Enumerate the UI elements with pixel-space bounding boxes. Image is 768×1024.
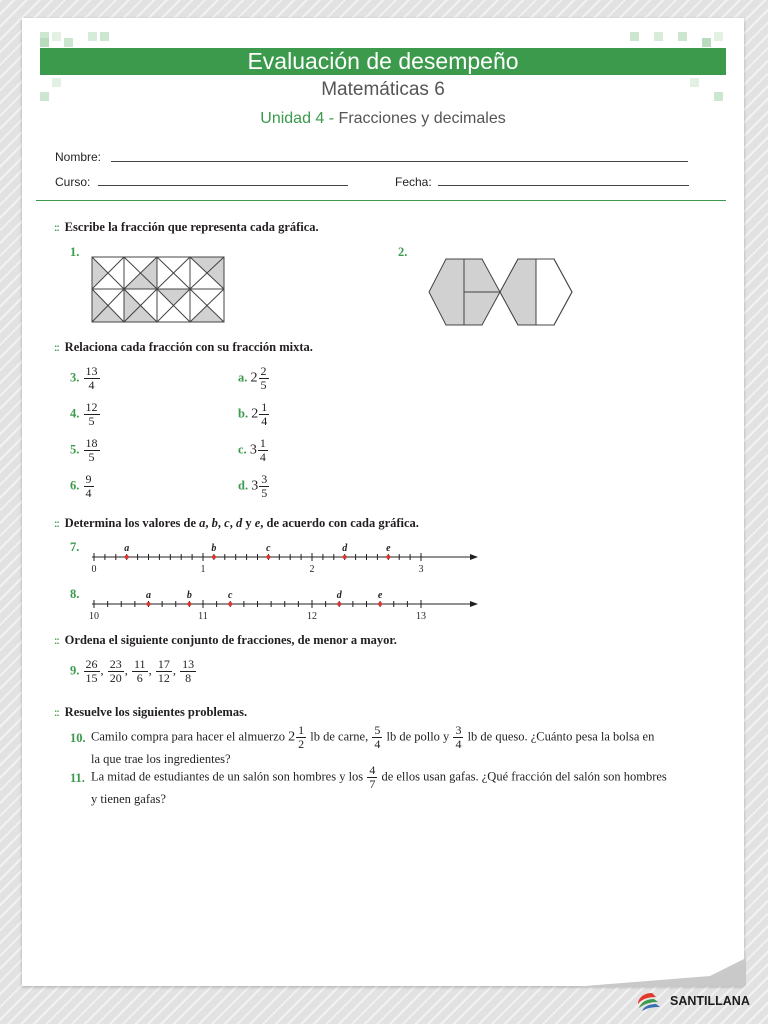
var-a: a bbox=[199, 516, 206, 530]
unit-label: Unidad 4 - bbox=[260, 110, 335, 127]
bullet-icon: :: bbox=[54, 708, 59, 719]
fraction: $\frac{3}{4}$ bbox=[455, 723, 462, 751]
point-e bbox=[378, 602, 382, 606]
question-10-text: Camilo compra para hacer el almuerzo 2 $\frac{1}{2}$ lb de carne, $\frac{5}{4}$ lb de pollo y $\frac{3}{4}$ lb de queso. ¿Cuánto pesa la bolsa en la que trae los ingredientes? bbox=[91, 723, 655, 766]
tick-label: 13 bbox=[416, 611, 426, 621]
decor-square bbox=[40, 38, 49, 47]
match-item bbox=[70, 437, 101, 464]
question-2-number: 2. bbox=[398, 245, 408, 259]
option-letter: d. bbox=[238, 478, 249, 493]
bullet-icon: :: bbox=[54, 519, 59, 530]
point-label: b bbox=[211, 543, 217, 554]
point-label: e bbox=[386, 543, 391, 554]
section-4-instruction bbox=[54, 632, 397, 650]
fraction: $\frac{11}{6}$ bbox=[134, 657, 146, 685]
var-e: e bbox=[254, 516, 261, 530]
point-e bbox=[386, 555, 390, 559]
question-8-number: 8. bbox=[70, 587, 80, 601]
date-label: Fecha: bbox=[395, 175, 432, 189]
point-label: a bbox=[124, 543, 130, 554]
decor-square bbox=[100, 32, 109, 41]
question-9: 9. $\frac{26}{15}$ , $\frac{23}{20}$ , $\frac{11}{6}$ , $\frac{17}{12}$ , $\frac{13}{8}$ bbox=[70, 657, 195, 685]
match-number: 5. bbox=[70, 442, 80, 457]
fraction: $\frac{23}{20}$ bbox=[109, 657, 122, 685]
fraction: $\frac{3}{5}$ bbox=[261, 472, 268, 500]
question-1-number: 1. bbox=[70, 245, 80, 259]
brand-name: SANTILLANA bbox=[670, 994, 750, 1008]
date-field[interactable] bbox=[438, 185, 689, 186]
page-title: Evaluación de desempeño bbox=[247, 48, 519, 74]
question-11-text: La mitad de estudiantes de un salón son hombres y los $\frac{4}{7}$ de ellos usan gafas. ¿Qué fracción del salón son hombres y tienen gafas? bbox=[91, 763, 667, 806]
point-label: a bbox=[146, 590, 151, 601]
whole-part: 3 bbox=[251, 478, 259, 494]
section-4-text: Ordena el siguiente conjunto de fracciones, de menor a mayor. bbox=[64, 633, 397, 647]
tick-label: 1 bbox=[200, 564, 206, 574]
fraction: $\frac{1}{4}$ bbox=[259, 436, 266, 464]
number-line-8 bbox=[82, 581, 482, 621]
match-item bbox=[70, 473, 95, 500]
match-option bbox=[238, 473, 270, 500]
match-item bbox=[70, 401, 101, 428]
section-5-text: Resuelve los siguientes problemas. bbox=[64, 705, 248, 719]
point-c bbox=[228, 602, 232, 606]
whole-part: 3 bbox=[249, 442, 257, 458]
whole-part: 2 bbox=[251, 406, 259, 422]
point-c bbox=[266, 555, 270, 559]
number-line-7 bbox=[82, 534, 482, 574]
point-a bbox=[125, 555, 129, 559]
point-label: e bbox=[377, 590, 383, 601]
fraction: $\frac{5}{4}$ bbox=[374, 723, 381, 751]
section-2-instruction bbox=[54, 339, 313, 357]
fraction: $\frac{26}{15}$ bbox=[85, 657, 98, 685]
tick-label: 2 bbox=[309, 564, 315, 574]
match-option bbox=[238, 401, 270, 428]
option-letter: a. bbox=[238, 370, 248, 385]
decor-square bbox=[678, 32, 687, 41]
tick-label: 0 bbox=[91, 564, 97, 574]
decor-square bbox=[88, 32, 97, 41]
name-field[interactable] bbox=[111, 161, 688, 162]
arrow-icon bbox=[470, 601, 478, 607]
fraction: $\frac{1}{4}$ bbox=[261, 400, 268, 428]
match-option bbox=[238, 365, 270, 392]
unit-title bbox=[22, 109, 744, 129]
bullet-icon: :: bbox=[54, 636, 59, 647]
fraction: $\frac{12}{5}$ bbox=[85, 400, 98, 428]
rectangle-fraction-figure bbox=[91, 256, 225, 324]
header-divider bbox=[36, 200, 726, 201]
whole-part: 2 bbox=[250, 370, 258, 386]
fraction: $\frac{13}{8}$ bbox=[182, 657, 195, 685]
bullet-icon: :: bbox=[54, 223, 59, 234]
point-a bbox=[147, 602, 151, 606]
hexagon-fraction-figure bbox=[428, 258, 576, 328]
bullet-icon: :: bbox=[54, 343, 59, 354]
fraction: $\frac{18}{5}$ bbox=[85, 436, 98, 464]
point-b bbox=[187, 602, 191, 606]
tick-label: 11 bbox=[198, 611, 208, 621]
point-d bbox=[337, 602, 341, 606]
var-b: b bbox=[211, 516, 218, 530]
section-1-text: Escribe la fracción que representa cada gráfica. bbox=[64, 220, 319, 234]
point-label: c bbox=[266, 543, 271, 554]
decor-square bbox=[64, 38, 73, 47]
fraction: $\frac{1}{2}$ bbox=[298, 723, 305, 751]
decor-square bbox=[702, 38, 711, 47]
point-b bbox=[212, 555, 216, 559]
tick-label: 12 bbox=[307, 611, 317, 621]
section-5-instruction bbox=[54, 704, 247, 722]
point-d bbox=[343, 555, 347, 559]
worksheet-page bbox=[22, 18, 744, 986]
point-label: c bbox=[228, 590, 233, 601]
tick-label: 3 bbox=[418, 564, 424, 574]
match-number: 4. bbox=[70, 406, 80, 421]
question-9-number: 9. bbox=[70, 663, 80, 678]
question-11-number: 11. bbox=[70, 771, 85, 785]
var-c: c bbox=[224, 516, 230, 530]
arrow-icon bbox=[470, 554, 478, 560]
point-label: d bbox=[342, 543, 348, 554]
page-curl bbox=[560, 958, 746, 988]
name-label: Nombre: bbox=[55, 150, 102, 164]
subject-title: Matemáticas 6 bbox=[321, 79, 445, 100]
match-item bbox=[70, 365, 101, 392]
fraction: $\frac{4}{7}$ bbox=[369, 763, 376, 791]
unit-name: Fracciones y decimales bbox=[338, 110, 506, 127]
section-2-text: Relaciona cada fracción con su fracción mixta. bbox=[64, 340, 313, 354]
question-10-number: 10. bbox=[70, 731, 86, 745]
decor-square bbox=[654, 32, 663, 41]
match-number: 3. bbox=[70, 370, 80, 385]
var-d: d bbox=[235, 516, 243, 530]
section-3-text: Determina los valores de bbox=[64, 516, 197, 530]
option-letter: c. bbox=[238, 442, 247, 457]
match-number: 6. bbox=[70, 478, 80, 493]
course-label: Curso: bbox=[55, 175, 91, 189]
decor-square bbox=[52, 32, 61, 41]
fraction: $\frac{17}{12}$ bbox=[157, 657, 170, 685]
fraction: $\frac{2}{5}$ bbox=[260, 364, 267, 392]
section-1-instruction bbox=[54, 219, 319, 237]
course-field[interactable] bbox=[98, 185, 348, 186]
fraction: $\frac{13}{4}$ bbox=[85, 364, 98, 392]
decor-square bbox=[714, 32, 723, 41]
fraction: $\frac{9}{4}$ bbox=[85, 472, 92, 500]
section-3-instruction: :: Determina los valores de a, b, c, d y e, de acuerdo con cada gráfica. bbox=[54, 516, 419, 530]
decor-square bbox=[630, 32, 639, 41]
point-label: b bbox=[186, 590, 192, 601]
point-label: d bbox=[336, 590, 342, 601]
question-7-number: 7. bbox=[70, 540, 80, 554]
match-option bbox=[238, 437, 269, 464]
option-letter: b. bbox=[238, 406, 249, 421]
tick-label: 10 bbox=[89, 611, 99, 621]
